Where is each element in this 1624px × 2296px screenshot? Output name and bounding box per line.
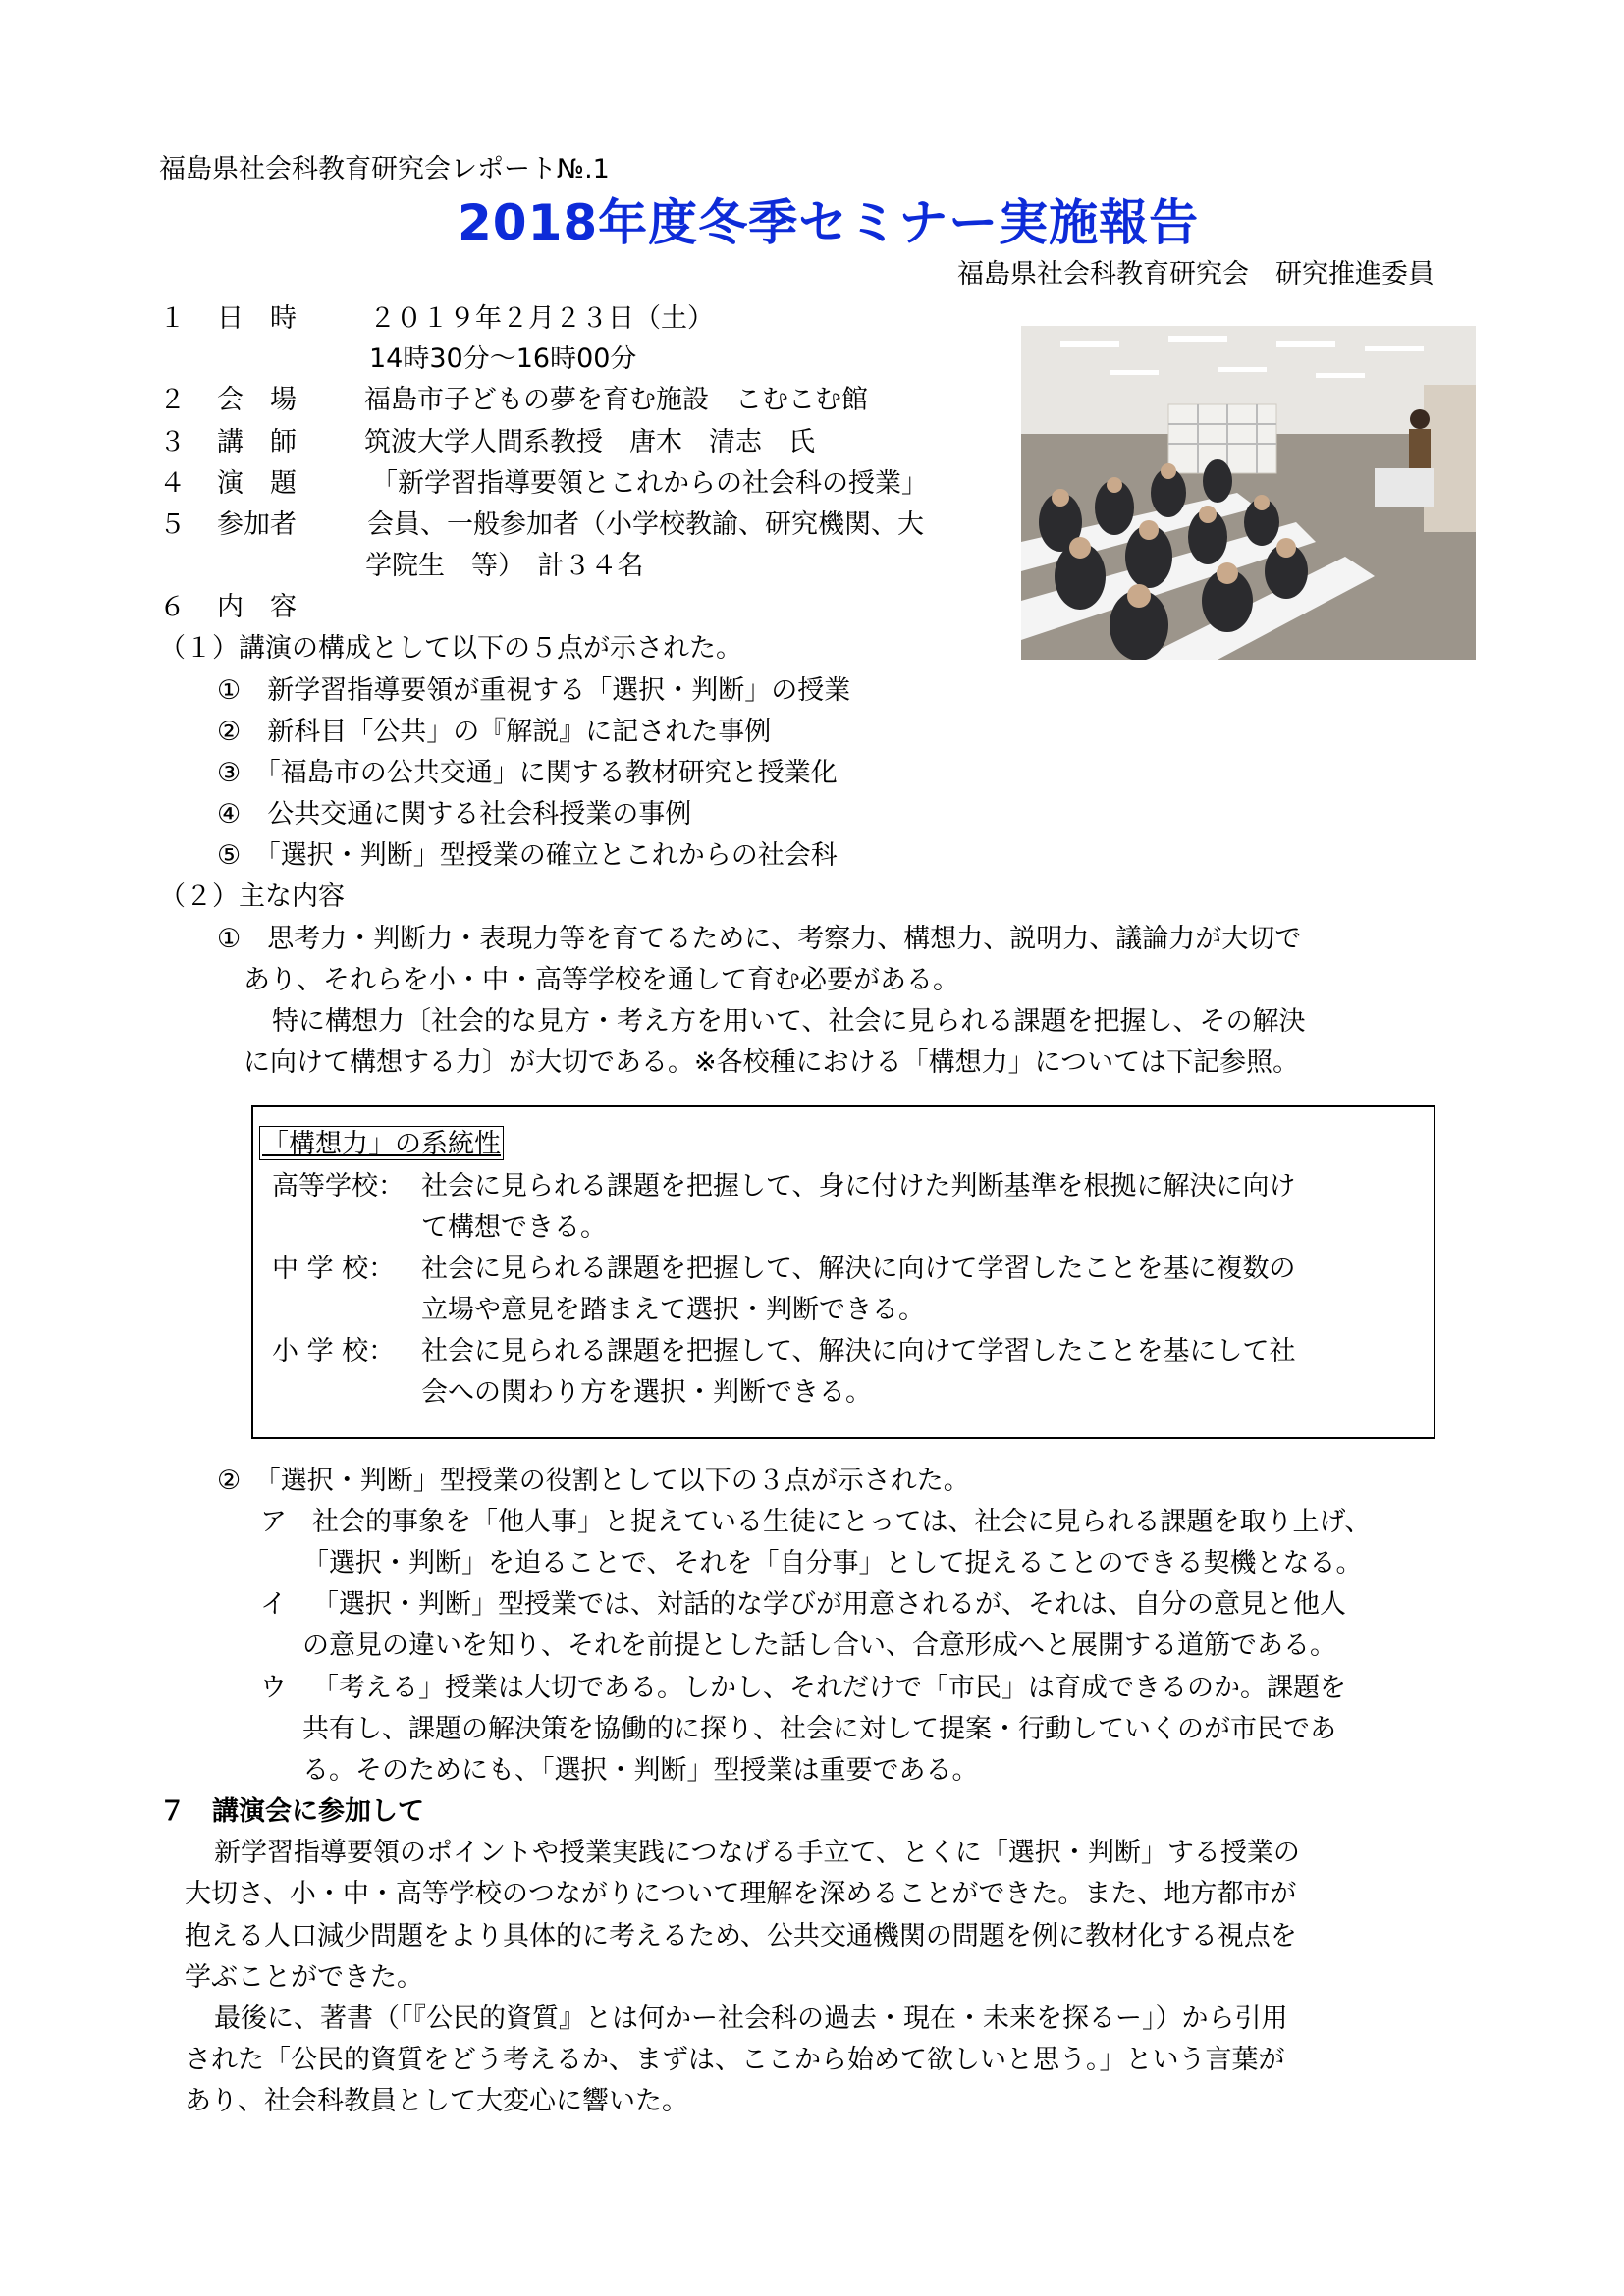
item-1-label: 日 時 — [217, 303, 297, 334]
item-3-label: 講 師 — [217, 427, 297, 457]
p2-item-mark: イ — [260, 1589, 287, 1620]
item-2-number: ２ — [159, 385, 186, 415]
p2-item-line: 「選択・判断」を迫ることで、それを「自分事」として捉えることのできる契機となる。 — [302, 1548, 1363, 1578]
section2-p1-line: ① 思考力・判断力・表現力等を育てるために、考察力、構想力、説明力、議論力が大切で — [217, 924, 1302, 954]
section1-point: ① 新学習指導要領が重視する「選択・判断」の授業 — [217, 675, 851, 706]
section7-line: あり、社会科教員として大変心に響いた。 — [185, 2086, 688, 2116]
box-row-line: 会への関わり方を選択・判断できる。 — [421, 1377, 872, 1408]
item-5-value: 会員、一般参加者（小学校教諭、研究機関、大 — [367, 509, 924, 540]
section2-p2-heading: ② 「選択・判断」型授業の役割として以下の３点が示された。 — [217, 1466, 970, 1496]
p2-item-mark: ウ — [260, 1673, 287, 1703]
p2-item-line: 社会的事象を「他人事」と捉えている生徒にとっては、社会に見られる課題を取り上げ、 — [312, 1507, 1372, 1537]
item-4-value: 「新学習指導要領とこれからの社会科の授業」 — [371, 468, 928, 499]
box-row-line: 社会に見られる課題を把握して、身に付けた判断基準を根拠に解決に向け — [421, 1171, 1296, 1201]
box-school-middle: 中 学 校： — [272, 1254, 396, 1284]
section7-line: 大切さ、小・中・高等学校のつながりについて理解を深めることができた。また、地方都市が — [185, 1879, 1297, 1909]
author-line: 福島県社会科教育研究会 研究推進委員 — [957, 259, 1435, 290]
section7-line: 新学習指導要領のポイントや授業実践につなげる手立て、とくに「選択・判断」する授業の — [214, 1838, 1300, 1868]
section1-point: ③ 「福島市の公共交通」に関する教材研究と授業化 — [217, 758, 838, 788]
box-school-elementary: 小 学 校： — [272, 1336, 396, 1366]
box-row-line: 立場や意見を踏まえて選択・判断できる。 — [421, 1295, 925, 1325]
section2-p1-line: に向けて構想する力〕が大切である。※各校種における「構想力」については下記参照。 — [244, 1047, 1300, 1078]
section1-point: ④ 公共交通に関する社会科授業の事例 — [217, 799, 692, 829]
box-row-line: 社会に見られる課題を把握して、解決に向けて学習したことを基にして社 — [421, 1336, 1296, 1366]
report-number: 福島県社会科教育研究会レポート№.1 — [159, 154, 610, 185]
section7-line: された「公民的資質をどう考えるか、まずは、ここから始めて欲しいと思う。」という言葉が — [185, 2045, 1285, 2075]
box-row-line: て構想できる。 — [421, 1212, 607, 1243]
section2-p1-line: 特に構想力〔社会的な見方・考え方を用いて、社会に見られる課題を把握し、その解決 — [272, 1006, 1306, 1037]
item-5-number: ５ — [159, 509, 186, 540]
section7-line: 最後に、著書（「『公民的資質』とは何かー社会科の過去・現在・未来を探るー」）から引用 — [214, 2003, 1288, 2034]
p2-item-mark: ア — [260, 1507, 287, 1537]
section7-line: 学ぶことができた。 — [185, 1962, 423, 1993]
item-4-number: ４ — [159, 468, 186, 499]
section7-line: 抱える人口減少問題をより具体的に考えるため、公共交通機関の問題を例に教材化する視点を — [185, 1921, 1297, 1951]
item-3-value: 筑波大学人間系教授 唐木 清志 氏 — [364, 427, 815, 457]
item-5-label: 参加者 — [217, 509, 297, 540]
item-2-value: 福島市子どもの夢を育む施設 こむこむ館 — [364, 385, 868, 415]
item-1-number: １ — [159, 303, 186, 334]
p2-item-line: 「選択・判断」型授業では、対話的な学びが用意されるが、それは、自分の意見と他人 — [312, 1589, 1346, 1620]
section1-point: ② 新科目「公共」の『解説』に記された事例 — [217, 717, 772, 747]
box-row-line: 社会に見られる課題を把握して、解決に向けて学習したことを基に複数の — [421, 1254, 1296, 1284]
item-5-value-cont: 学院生 等） 計３４名 — [365, 551, 644, 581]
p2-item-line: る。そのためにも、「選択・判断」型授業は重要である。 — [302, 1755, 979, 1786]
section2-heading: （２）主な内容 — [159, 881, 345, 912]
section7-heading: ７ 講演会に参加して — [159, 1796, 424, 1827]
seminar-photo — [1021, 326, 1476, 660]
box-school-high: 高等学校： — [272, 1171, 405, 1201]
item-1-time: 14時30分～16時00分 — [369, 344, 637, 374]
item-4-label: 演 題 — [217, 468, 297, 499]
item-6-label: 内 容 — [217, 592, 297, 622]
item-2-label: 会 場 — [217, 385, 297, 415]
p2-item-line: の意見の違いを知り、それを前提とした話し合い、合意形成へと展開する道筋である。 — [302, 1630, 1336, 1661]
section1-point: ⑤ 「選択・判断」型授業の確立とこれからの社会科 — [217, 840, 838, 871]
section2-p1-line: あり、それらを小・中・高等学校を通して育む必要がある。 — [244, 965, 959, 995]
box-label: 「構想力」の系統性 — [259, 1131, 504, 1157]
page-title: 2018年度冬季セミナー実施報告 — [458, 194, 1200, 251]
item-3-number: ３ — [159, 427, 186, 457]
section1-heading: （１）講演の構成として以下の５点が示された。 — [159, 633, 742, 664]
item-1-value: ２０１９年２月２３日（土） — [369, 303, 714, 334]
item-6-number: ６ — [159, 592, 186, 622]
p2-item-line: 「考える」授業は大切である。しかし、それだけで「市民」は育成できるのか。課題を — [312, 1673, 1346, 1703]
p2-item-line: 共有し、課題の解決策を協働的に探り、社会に対して提案・行動していくのが市民であ — [302, 1714, 1336, 1744]
